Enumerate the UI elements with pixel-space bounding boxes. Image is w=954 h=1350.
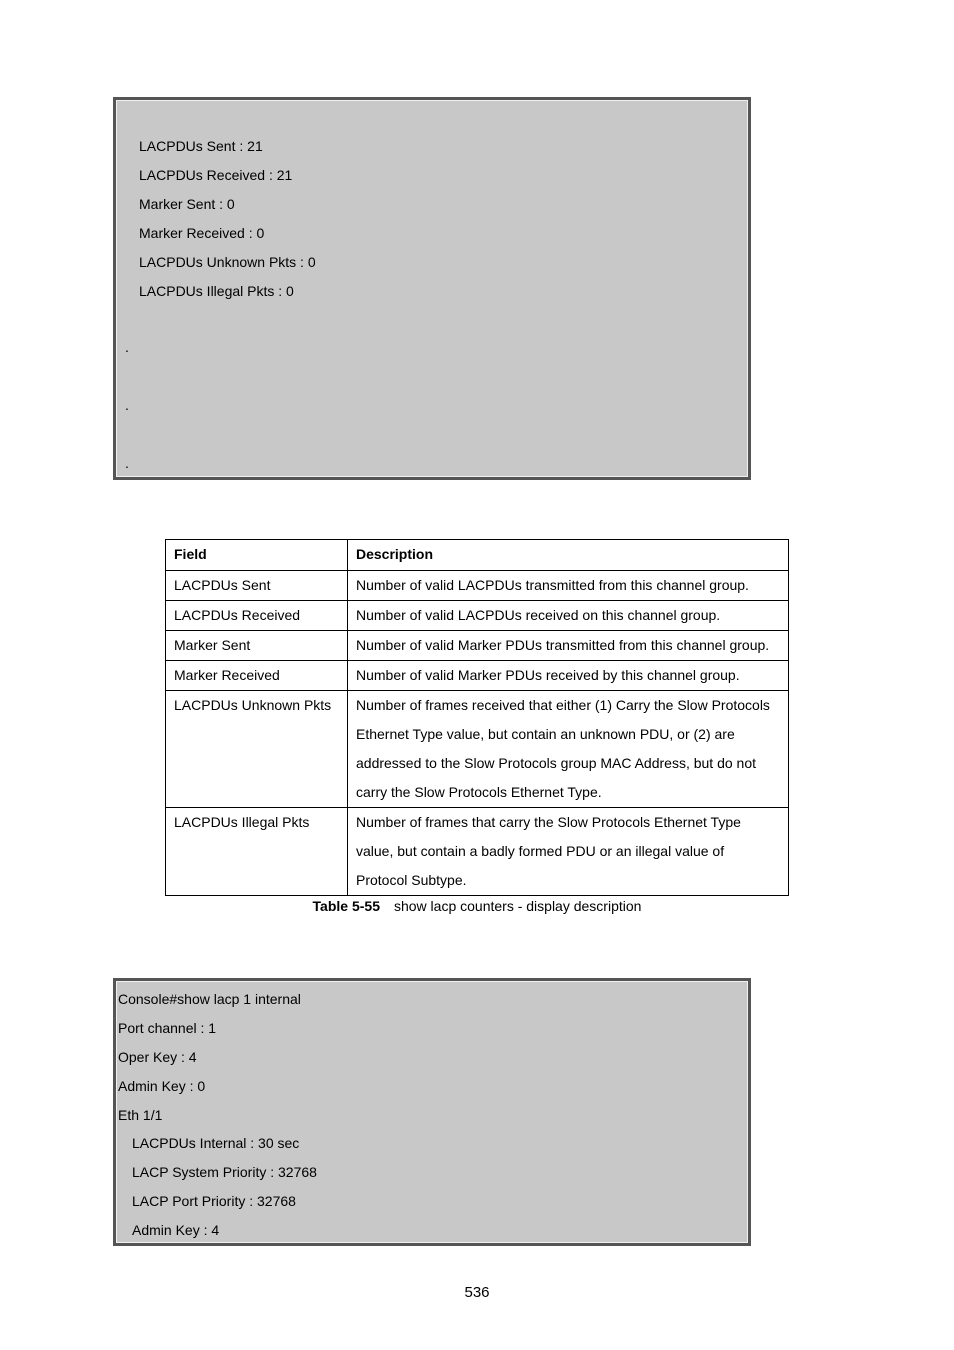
field-cell: LACPDUs Received — [166, 601, 348, 631]
description-line: Number of valid LACPDUs transmitted from this channel group. — [356, 577, 749, 593]
console-line: LACP Port Priority : 32768 — [132, 1193, 296, 1209]
table-row — [166, 571, 789, 601]
description-line: Number of frames received that either (1) Carry the Slow Protocols — [356, 697, 770, 713]
description-cell — [348, 691, 789, 808]
description-cell — [348, 631, 789, 661]
console-line: Eth 1/1 — [118, 1107, 163, 1123]
description-line: Ethernet Type value, but contain an unknown PDU, or (2) are — [356, 726, 735, 742]
console-ellipsis-dot: . — [125, 455, 129, 471]
table-caption-number: Table 5-55 — [312, 898, 380, 914]
description-cell — [348, 571, 789, 601]
field-cell: LACPDUs Sent — [166, 571, 348, 601]
console-line: LACPDUs Sent : 21 — [139, 138, 263, 154]
field-cell: LACPDUs Illegal Pkts — [166, 808, 348, 896]
console-ellipsis-dot: . — [125, 397, 129, 413]
description-line: Number of frames that carry the Slow Protocols Ethernet Type — [356, 814, 741, 830]
console-line: Marker Received : 0 — [139, 225, 265, 241]
table-row — [166, 808, 789, 896]
page-number: 536 — [464, 1284, 490, 1301]
table-caption-text: show lacp counters - display description — [393, 898, 642, 914]
description-line: Number of valid Marker PDUs received by this channel group. — [356, 667, 740, 683]
console-line: LACPDUs Unknown Pkts : 0 — [139, 254, 316, 270]
table-row — [166, 631, 789, 661]
console-line: LACP System Priority : 32768 — [132, 1164, 317, 1180]
table-row — [166, 691, 789, 808]
console-line: Port channel : 1 — [118, 1020, 217, 1036]
field-cell: Marker Sent — [166, 631, 348, 661]
header-field: Field — [166, 540, 348, 571]
description-line: carry the Slow Protocols Ethernet Type. — [356, 784, 602, 800]
console-line: LACPDUs Illegal Pkts : 0 — [139, 283, 294, 299]
console-line: LACPDUs Received : 21 — [139, 167, 293, 183]
table-row — [166, 601, 789, 631]
table-caption — [0, 897, 954, 915]
table-row — [166, 661, 789, 691]
table-header-row — [166, 540, 789, 571]
description-line: addressed to the Slow Protocols group MAC Address, but do not — [356, 755, 757, 771]
console-output-internal — [113, 978, 751, 1246]
description-line: Protocol Subtype. — [356, 872, 467, 888]
description-cell — [348, 601, 789, 631]
console-line: Marker Sent : 0 — [139, 196, 235, 212]
description-line: value, but contain a badly formed PDU or an illegal value of — [356, 843, 725, 859]
description-cell — [348, 661, 789, 691]
description-line: Number of valid Marker PDUs transmitted from this channel group. — [356, 637, 770, 653]
field-cell: Marker Received — [166, 661, 348, 691]
field-cell: LACPDUs Unknown Pkts — [166, 691, 348, 808]
console-line: Admin Key : 0 — [118, 1078, 206, 1094]
console-line: Admin Key : 4 — [132, 1222, 220, 1238]
description-cell — [348, 808, 789, 896]
description-line: Number of valid LACPDUs received on this channel group. — [356, 607, 721, 623]
console-ellipsis-dot: . — [125, 339, 129, 355]
description-table — [165, 539, 789, 896]
console-line: Oper Key : 4 — [118, 1049, 197, 1065]
header-description: Description — [348, 540, 789, 571]
console-line: LACPDUs Internal : 30 sec — [132, 1135, 300, 1151]
console-output-counters — [113, 97, 751, 480]
console-line: Console#show lacp 1 internal — [118, 991, 301, 1007]
